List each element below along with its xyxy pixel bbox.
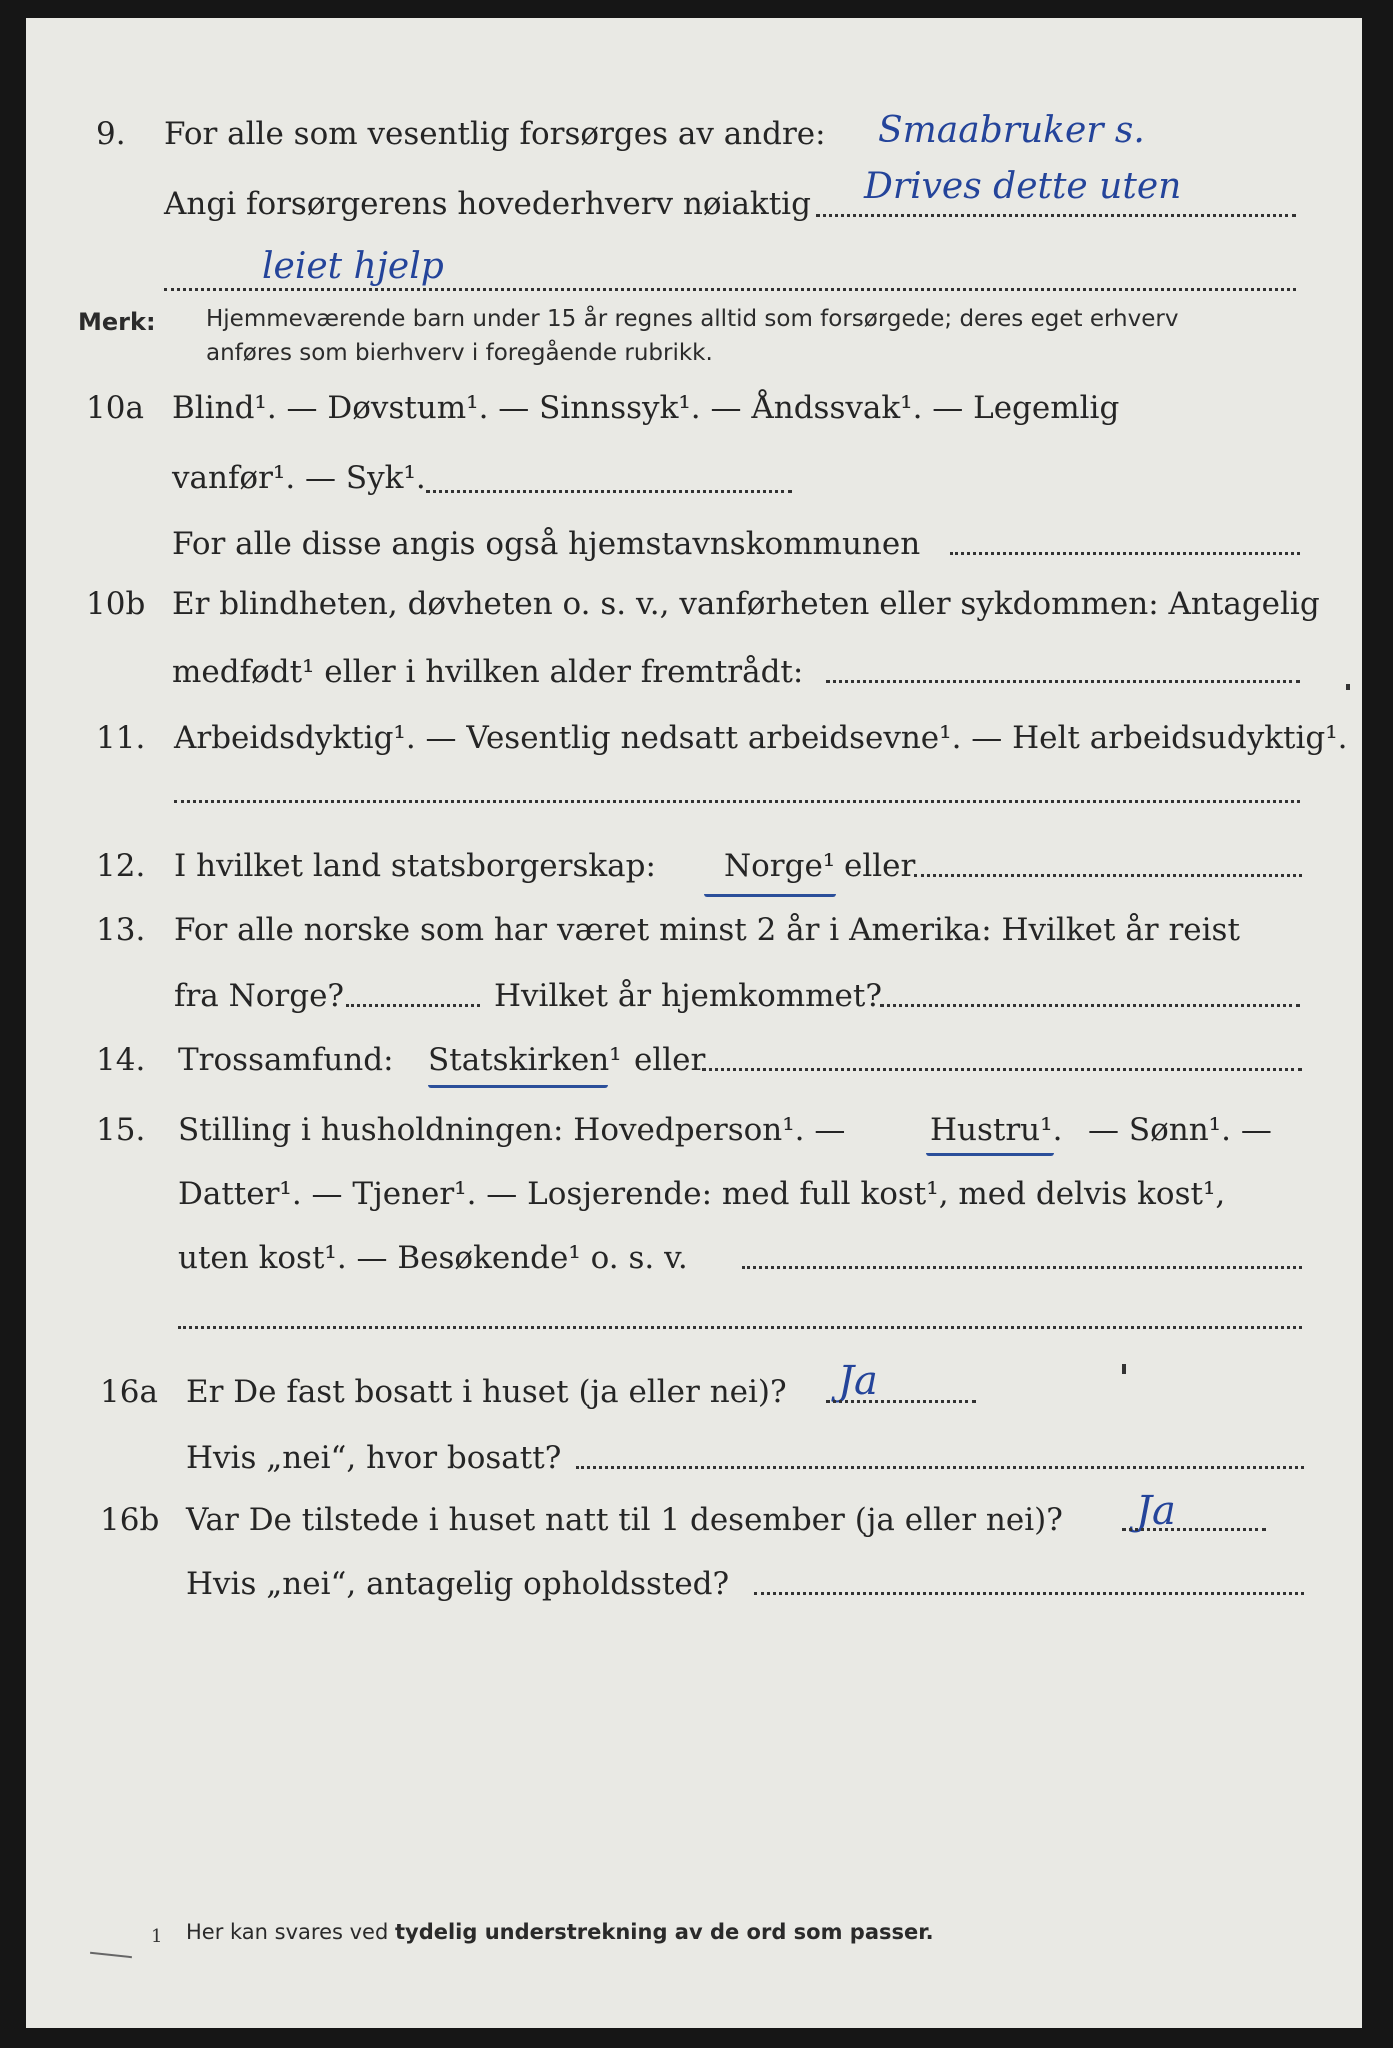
q16a-text-1: Er De fast bosatt i huset (ja eller nei)? bbox=[186, 1374, 787, 1410]
q9-answer-line-2[interactable] bbox=[164, 288, 1296, 291]
footnote-text bbox=[186, 1920, 934, 1944]
q16b-text-1: Var De tilstede i huset natt til 1 desember (ja eller nei)? bbox=[186, 1502, 1063, 1538]
q14-suffix: eller bbox=[634, 1042, 706, 1078]
q9-handwritten-1: Smaabruker s. bbox=[878, 110, 1145, 151]
q14-option-statskirken[interactable]: Statskirken¹ bbox=[428, 1042, 622, 1078]
q12-answer-line[interactable] bbox=[914, 874, 1302, 877]
q10a-text-3: For alle disse angis også hjemstavnskommunen bbox=[172, 526, 921, 562]
q16b-text-2: Hvis „nei“, antagelig opholdssted? bbox=[186, 1566, 730, 1602]
q16a-answer-line-2[interactable] bbox=[576, 1466, 1304, 1469]
q15-option-hustru[interactable]: Hustru¹. bbox=[930, 1112, 1063, 1148]
footnote-marker: 1 bbox=[151, 1926, 163, 1947]
q12-prefix: I hvilket land statsborgerskap: bbox=[174, 848, 656, 884]
q15-answer-line-1[interactable] bbox=[742, 1266, 1302, 1269]
q13-text-1: For alle norske som har været minst 2 år i Amerika: Hvilket år reist bbox=[174, 912, 1240, 948]
q12-suffix: eller bbox=[844, 848, 916, 884]
q15-text-3: uten kost¹. — Besøkende¹ o. s. v. bbox=[178, 1240, 688, 1276]
q14-number: 14. bbox=[96, 1042, 146, 1078]
q13-answer-line-1[interactable] bbox=[346, 1004, 480, 1007]
q16a-answer-line-1[interactable] bbox=[826, 1400, 976, 1403]
footnote-text-bold: tydelig understrekning av de ord som passer. bbox=[394, 1920, 934, 1944]
q10a-answer-line-2[interactable] bbox=[950, 552, 1300, 555]
q9-answer-line-1[interactable] bbox=[816, 214, 1296, 217]
q15-number: 15. bbox=[96, 1112, 146, 1148]
ink-speck bbox=[1122, 1364, 1126, 1374]
q10b-text-1: Er blindheten, døvheten o. s. v., vanførheten eller sykdommen: Antagelig bbox=[172, 586, 1320, 622]
q9-handwritten-2: Drives dette uten bbox=[864, 166, 1182, 207]
q9-text-2: Angi forsørgerens hovederhverv nøiaktig bbox=[164, 186, 811, 222]
q15-text-1a: Stilling i husholdningen: Hovedperson¹. — bbox=[178, 1112, 846, 1148]
q13-answer-line-2[interactable] bbox=[880, 1004, 1300, 1007]
merk-text-2: anføres som bierhverv i foregående rubrikk. bbox=[206, 340, 713, 366]
q10b-text-2: medfødt¹ eller i hvilken alder fremtrådt: bbox=[172, 654, 804, 690]
footnote-text-plain: Her kan svares ved bbox=[186, 1920, 389, 1944]
q15-answer-line-2[interactable] bbox=[178, 1326, 1302, 1329]
q14-answer-line[interactable] bbox=[702, 1068, 1302, 1071]
q10b-number: 10b bbox=[86, 586, 146, 622]
q13-number: 13. bbox=[96, 912, 146, 948]
q12-handwritten-underline bbox=[704, 888, 836, 897]
pencil-mark bbox=[90, 1952, 132, 1958]
q16b-answer-line-2[interactable] bbox=[754, 1592, 1304, 1595]
q16a-text-2: Hvis „nei“, hvor bosatt? bbox=[186, 1440, 562, 1476]
q16a-number: 16a bbox=[100, 1374, 158, 1410]
q16a-handwritten-answer: Ja bbox=[838, 1358, 878, 1404]
q16b-number: 16b bbox=[100, 1502, 160, 1538]
q9-text-1: For alle som vesentlig forsørges av andre: bbox=[164, 116, 826, 152]
ink-speck bbox=[1346, 684, 1350, 690]
q15-text-2: Datter¹. — Tjener¹. — Losjerende: med full kost¹, med delvis kost¹, bbox=[178, 1176, 1226, 1212]
q12-option-norge[interactable]: Norge¹ bbox=[724, 848, 836, 884]
q16b-handwritten-answer: Ja bbox=[1136, 1488, 1176, 1534]
q10a-number: 10a bbox=[86, 390, 144, 426]
q9-number: 9. bbox=[96, 116, 126, 152]
q15-handwritten-underline bbox=[926, 1148, 1054, 1156]
q11-number: 11. bbox=[96, 720, 146, 756]
q10a-answer-line-1[interactable] bbox=[426, 490, 792, 493]
q13-text-2b: Hvilket år hjemkommet? bbox=[494, 978, 882, 1014]
q16b-answer-line-1[interactable] bbox=[1122, 1528, 1266, 1531]
q10a-text-2: vanfør¹. — Syk¹. bbox=[172, 460, 426, 496]
census-form-page bbox=[26, 18, 1362, 2028]
merk-label: Merk: bbox=[78, 308, 156, 336]
q11-answer-line[interactable] bbox=[174, 800, 1300, 803]
q14-handwritten-underline bbox=[428, 1080, 608, 1088]
q15-text-1c: — Sønn¹. — bbox=[1088, 1112, 1272, 1148]
merk-text-1: Hjemmeværende barn under 15 år regnes alltid som forsørgede; deres eget erhverv bbox=[206, 306, 1179, 332]
q11-text-1: Arbeidsdyktig¹. — Vesentlig nedsatt arbeidsevne¹. — Helt arbeidsudyktig¹. bbox=[174, 720, 1348, 756]
q13-text-2a: fra Norge? bbox=[174, 978, 345, 1014]
q14-prefix: Trossamfund: bbox=[178, 1042, 394, 1078]
q9-handwritten-3: leiet hjelp bbox=[262, 246, 444, 287]
q10b-answer-line[interactable] bbox=[826, 680, 1300, 683]
q10a-text-1: Blind¹. — Døvstum¹. — Sinnssyk¹. — Åndssvak¹. — Legemlig bbox=[172, 390, 1120, 426]
q12-number: 12. bbox=[96, 848, 146, 884]
